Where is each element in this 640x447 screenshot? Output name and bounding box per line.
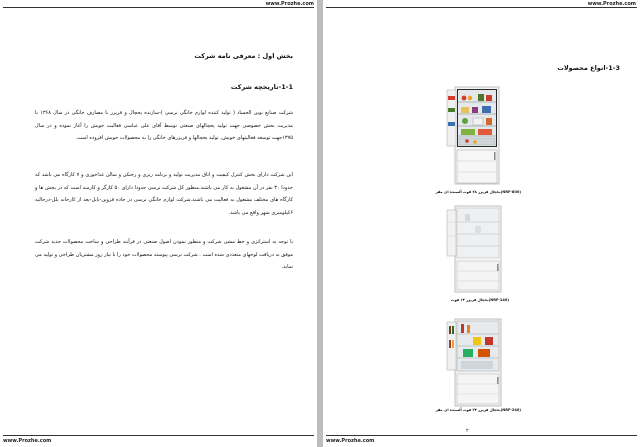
header-rule	[326, 7, 637, 8]
page-footer: www.Prozhe.com	[3, 438, 52, 444]
figure-fridge-nrf-140	[445, 204, 513, 302]
fridge-bottles-image	[445, 318, 513, 408]
page-header: www.Prozhe.com	[265, 1, 314, 7]
page-footer: www.Prozhe.com	[326, 438, 375, 444]
fridge-open-image	[445, 86, 513, 186]
figure-caption: (NRF-800)یخچال فریزر ۲۸ فوت آلسنده ای مقر	[435, 190, 521, 194]
footer-rule	[3, 435, 314, 436]
paragraph-departments: این شرکت دارای بخش کنترل کیفیت و اتاق مدیریت تولید و برنامه ریزی و رختکن و سالن غذاخوری و ۷ کارگاه می باشد که حدودا ۳۰ نفر در آن مشغول به کار می باشند.منظور کل شرکت نرسی حدودا دارای ۵۰ کارگر و کارمند است که در بخش ها و کارگاه های مختلف مشغول به فعالیت می باشند.شرکت لوازم خانگی نرسی در جاده قزوین-بابل-بعد از کارخانه بلل-درحالیه ۶کیلومتری شهر واقع می باشد.	[35, 172, 293, 216]
page-header: www.Prozhe.com	[587, 1, 636, 7]
fridge-white-image	[445, 204, 513, 294]
subsection-title: 1-1-تاریخچه شرکت	[230, 83, 293, 91]
figure-caption: (NRF-240)یخچال فریزر ۲۴ فوت آلسنده ای مقر	[435, 408, 521, 412]
header-rule	[3, 7, 314, 8]
figure-fridge-nrf-800	[435, 86, 521, 194]
page-number: ۲	[466, 428, 469, 434]
section-title: بخش اول : معرفی نامه شرکت	[194, 52, 293, 60]
products-section-title: 1-3-انواع محصولات	[557, 64, 620, 72]
right-page	[323, 0, 640, 447]
figure-caption: (NRF-140)یخچال فریزر ۱۴ فوت	[450, 298, 510, 302]
left-page	[0, 0, 317, 447]
footer-rule	[326, 435, 637, 436]
paragraph-strategy: با توجه به استراتژی و خط مشی شرکت و منظور نمودن اصول صنعتی در فرآیند طراحی و ساخت محصولات جدید شرکت موفق به دریافت لوحهای متعددی شده است . شرکت نرسی پیوسته محصولات خود را با نیاز روز مشتریان طراحی و تولید می نماید.	[35, 239, 293, 270]
figure-fridge-nrf-240	[435, 318, 521, 412]
paragraph-history: شرکت صنایع نوین الحساد ( تولید کننده لوازم خانگی نرسی )-سازنده یخچال و فریزر با مصارف خانگی در سال ۱۳۶۸ با مدیریت بخش خصوصی جهت تولید یخچالهای صنعتی توسط آقای علی عباسی فعالیت خویش را آغاز نموده و در سال ۱۳۷۵جهت توسعه فعالیتهای خویش, تولید یخچالها و فریزرهای خانگی را به محصولات خویش افزوده است.	[35, 110, 293, 141]
